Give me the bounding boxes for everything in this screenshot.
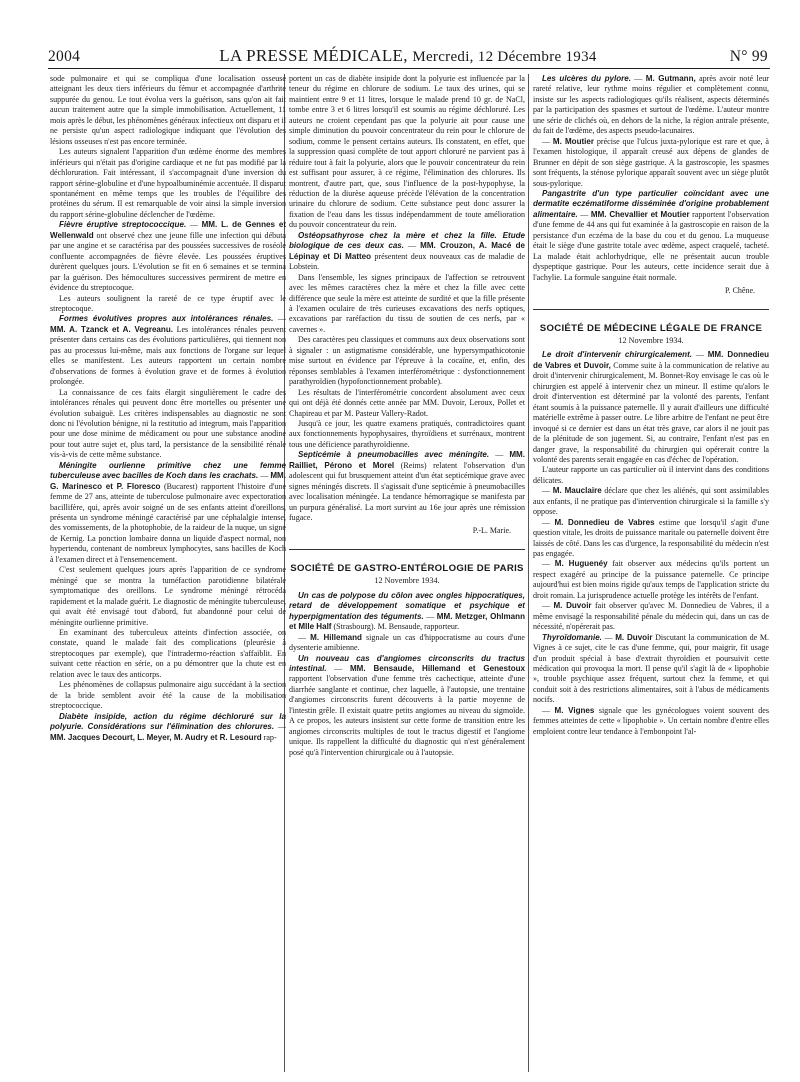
abstract-authors: MM. Crouzon, A. Macé de Lépinay et Di Matteo	[289, 241, 525, 261]
abstract-text: précise que l'ulcus juxta-pylorique est rare et que, à l'examen histologique, il apparaît creusé aux dépens de glandes de Brunner en dépit de son siège gastrique. A la gastroscopie, les spasmes sont fréquents, la sténose pylorique apparaît souvent avec un siège plutôt sous-pylorique.	[533, 136, 769, 188]
column-divider	[528, 74, 529, 1072]
paragraph: Jusqu'à ce jour, les quatre examens pratiqués, contradictoires quant aux fonctionnements hypophysaires, thyroïdiens et surrénaux, montrent tous une déficience parathyroïdienne.	[289, 418, 525, 449]
section-rule	[289, 549, 525, 550]
abstract-text: fait observer aux médecins qu'ils portent un respect exagéré au principe de la puissance paternelle. Ce principe aujourd'hui est bien moins rigide qu'aux temps de l'application stricte du droit romain. La jurisprudence actuelle protège les intérêts de l'enfant.	[533, 559, 769, 600]
header-rule	[48, 68, 770, 69]
journal-name: LA PRESSE MÉDICALE,	[219, 46, 408, 65]
abstract-title: Formes évolutives propres aux intolérances rénales.	[59, 314, 274, 324]
abstract-title: Thyroïdomanie.	[542, 632, 602, 642]
abstract-text: Comme suite à la communication de relative au droit d'intervenir chirurgicalement, M. Bonnet-Roy envisage le cas où le chirurgien est appelé à intervenir chez un mineur. Il estime qu'alors le droit d'intervention est déterminé par la volonté des parents, l'enfant étant soumis à la puissance paternelle. Il y aurait d'ailleurs une difficulté matérielle extrême à passer outre. Le libre arbitre de l'enfant ne peut être invoqué si ce dernier est dans un état très grave, car alors il ne jouit pas de la plénitude de son jugement. Si, au contraire, l'enfant n'est pas en danger grave, la responsabilité du chirurgien qui opérerait contre la volonté des parents serait engagée en cas d'échec de l'opération.	[533, 360, 769, 464]
abstract-text: signale un cas d'hippocratisme au cours d'une dysenterie amibienne.	[289, 632, 525, 653]
abstract: — M. Duvoir fait observer qu'avec M. Donnedieu de Vabres, il a même envisagé la responsabilité pénale du médecin qui, dans un cas de nécessité, n'opérerait pas.	[533, 601, 769, 632]
abstract-title: Diabète insipide, action du régime déchloruré sur la polyurie. Considérations sur l'élimination des chlorures.	[50, 711, 286, 732]
abstract: Un cas de polypose du côlon avec ongles hippocratiques, retard de développement somatique et psychique et hyperpigmentation des téguments. — MM. Metzger, Ohlmann et Mlle Half (Strasbourg). M. Bensaude, rapporteur.	[289, 590, 525, 632]
paragraph: sode pulmonaire et qui se compliqua d'une localisation osseuse atteignant les deux tiers inférieurs du fémur et accompagnée d'arthrite suppurée du genou. Le tout évolua vers la guérison, sans qu'on ait fait aucun traitement autre que la simple immobilisation. Actuellement, 11 mois après le début, les phénomènes généraux infectieux ont disparu et il ne persiste qu'un aspect radiologique indiquant que l'évolution des lésions osseuses n'est pas encore terminée.	[50, 74, 286, 146]
abstract: Les ulcères du pylore. — M. Gutmann, après avoir noté leur rareté relative, leur rythme moins régulier et complètement connu, insiste sur les aspects radiologiques qu'ils réalisent, aspects déterminés par la participation des spasmes et surtout de l'œdème. L'auteur montre une série de clichés où, en dehors de la niche, la région antrale présente, du fait de l'œdème, des aspects pseudo-lacunaires.	[533, 74, 769, 136]
abstract-title: Fièvre éruptive streptococcique.	[59, 220, 187, 230]
abstract-text: (Bucarest) rapportent l'histoire d'une femme de 27 ans, atteinte de tuberculose pulmonaire avec expectoration bacillifère, qui, après avoir soigné un de ses enfants atteint d'oreillons, présenta un syndrome méningé caractérisé par une céphalalgie intense, des vomissements, de la photophobie, de la raideur de la nuque, un signe de Kernig. La ponction lombaire donna un liquide d'aspect normal, non hypertendu, contenant de nombreux lymphocytes, sans bacilles de Koch à l'examen direct et à l'ensemencement.	[50, 481, 286, 564]
society-heading: SOCIÉTÉ DE MÉDECINE LÉGALE DE FRANCE	[539, 322, 763, 334]
abstract-text: fait observer qu'avec M. Donnedieu de Vabres, il a même envisagé la responsabilité pénale du médecin qui, dans un cas de nécessité, n'opérerait pas.	[533, 601, 769, 632]
paragraph: En examinant des tuberculeux atteints d'infection associée, on constate, quand le malade fait des complications (pleurésie à streptocoques par exemple), que l'intradermo-réaction s'affaiblit. En suivant cette réaction en série, on a pu démontrer que la chute est en relation avec le taux des anticorps.	[50, 628, 286, 679]
abstract-authors: M. Hillemand	[310, 632, 362, 642]
paragraph: Dans l'ensemble, les signes principaux de l'affection se retrouvent avec les mêmes caractères chez la mère et chez la fille avec cette différence que seule la mère est atteinte de surdité et que la fille présente à l'examen oculaire de très curieuses excavations des nerfs optiques, excavations par raréfaction du tissu de soutien de ces nerfs, par « cavernes ».	[289, 272, 525, 334]
abstract-authors: MM. L. de Gennes et Wellenwald	[50, 220, 286, 240]
abstract-authors: M. Gutmann,	[645, 74, 696, 83]
abstract-authors: M. Donnedieu de Vabres	[554, 517, 655, 527]
signature: P.-L. Marie.	[472, 526, 511, 536]
abstract-text: présentent deux nouveaux cas de maladie de Lobstein.	[289, 251, 525, 272]
abstract-authors: MM. G. Marinesco et P. Floresco	[50, 471, 286, 491]
abstract-text: Discutant la communication de M. Vignes à ce sujet, cite le cas d'une femme, qui, pour maigrir, fit usage d'un produit spécial à base d'extrait thyroïdien et poursuivit cette médication qui provoqua la mort. Il pense qu'il s'agit là de « lipophobie », trouble psychique assez fréquent, surtout chez la femme, et qui conduit soit à des restrictions alimentaires, soit à l'abus de médicaments nocifs.	[533, 632, 769, 705]
signature: P. Chêne.	[725, 286, 755, 296]
abstract-text: estime que lorsqu'il s'agit d'une question vitale, les droits de puissance maritale ou paternelle doivent être laissés de côté. Dans les cas d'urgence, la responsabilité du médecin n'est pas engagée.	[533, 517, 769, 559]
abstract-text: (Strasbourg). M. Bensaude, rapporteur.	[333, 622, 460, 632]
abstract-authors: M. Huguenéy	[554, 559, 608, 569]
session-date: 12 Novembre 1934.	[618, 335, 684, 345]
abstract: Septicémie à pneumobacilles avec méningite. — MM. Railliet, Pérono et Morel (Reims) relatent l'observation d'un adolescent qui fut brusquement atteint d'un état septicémique grave avec signes méningés discrets. Il s'agissait d'une septicémie à pneumobacilles avec localisation méningée. La tendance hémorragique se manifesta par un purpura généralisé. La mort survint au 16e jour après une rémission fugace.	[289, 450, 525, 523]
paragraph: portent un cas de diabète insipide dont la polyurie est influencée par la teneur du régime en chlorure de sodium. Le taux des urines, qui se maintient entre 9 et 11 litres, lorsque le malade prend 10 gr. de NaCl, tombe entre 3 et 6 litres lorsqu'il est soumis au régime déchloruré. Les auteurs ne croient cependant pas que la polyurie ait pour cause une simple diminution du pouvoir concentrateur du rein pour le chlorure de sodium, comme le pensent certains auteurs. Ils constatent, en effet, que la suppression quasi complète de tout apport chloruré ne parvient pas à réduire tout à fait la polyurie, alors que le pouvoir concentrateur du rein est suffisant pour assurer, à ce régime, l'élimination des chlorures. Ils montrent, d'autre part, que, sous l'influence de la post-hypophyse, la réduction de la diurèse aqueuse précède l'élévation de la concentration urinaire du chlorure de sodium. Cette substance peut donc assurer la fixation de l'eau dans les tissus indépendamment de toute amélioration du pouvoir concentrateur du rein.	[289, 74, 525, 230]
abstract-title: Un nouveau cas d'angiomes circonscrits du tractus intestinal.	[289, 653, 525, 674]
abstract: Un nouveau cas d'angiomes circonscrits du tractus intestinal. — MM. Bensaude, Hillemand et Genestoux rapportent l'observation d'une femme très cachectique, atteinte d'une diarrhée sanglante et continue, chez laquelle, à l'autopsie, une trentaine d'angiomes circonscrits furent découverts à la partie moyenne de l'intestin grêle. Il existait quatre petits angiomes au niveau du sigmoïde. A ce propos, les auteurs insistent sur cette forme de transition entre les angiomes circonscrits multiples de tout le tractus digestif et l'angiome unique. Ils rappellent la difficulté du diagnostic qui n'est généralement posé qu'à l'intervention chirurgicale ou à l'autopsie.	[289, 653, 525, 757]
paragraph: La connaissance de ces faits élargit singulièrement le cadre des intolérances rénales qui peuvent donc être mortelles ou présenter une évolution subaiguë. Les critères indispensables au diagnostic ne sont donc ni l'évolution bénigne, ni la restitutio ad integrum, mais l'apparition pour une dose minime de médicament ou pour une substance anodine pour tout autre sujet et, plus tard, la persistance de la sensibilité rénale vis-à-vis de cette même substance.	[50, 387, 286, 460]
abstract-authors: M. Moutier	[552, 136, 595, 146]
abstract-authors: MM. Donnedieu de Vabres et Duvoir,	[533, 350, 769, 370]
paragraph: Les résultats de l'interférométrie concordent absolument avec ceux qui ont déjà été donnés cette année par MM. Duvoir, Leroux, Pollet et Chapireau et par M. Pasteur Vallery-Radot.	[289, 387, 525, 418]
abstract-title: Méningite ourlienne primitive chez une femme tuberculeuse avec bacilles de Koch dans les crachats.	[50, 460, 286, 481]
abstract: Ostéopsathyrose chez la mère et chez la fille. Etude biologique de ces deux cas. — MM. Crouzon, A. Macé de Lépinay et Di Matteo présentent deux nouveaux cas de maladie de Lobstein.	[289, 230, 525, 272]
abstract-authors: M. Duvoir	[615, 632, 653, 642]
section-rule	[533, 309, 769, 310]
abstract-authors: M. Vignes	[554, 705, 595, 715]
abstract: Le droit d'intervenir chirurgicalement. — MM. Donnedieu de Vabres et Duvoir, Comme suite à la communication de relative au droit d'intervenir chirurgicalement, M. Bonnet-Roy envisage le cas où le chirurgien est appelé à intervenir chez un mineur. Il estime qu'alors le droit d'intervention est déterminé par la volonté des parents, l'enfant étant soumis à la puissance paternelle. Il y aurait d'ailleurs une difficulté matérielle extrême à passer outre. Le libre arbitre de l'enfant ne peut être invoqué si ce dernier est dans un état très grave, car alors il ne jouit pas de la plénitude de son jugement. Si, au contraire, l'enfant n'est pas en danger grave, la responsabilité du chirurgien qui opérerait contre la volonté des parents serait engagée en cas d'échec de l'opération.	[533, 350, 769, 464]
abstract: — M. Donnedieu de Vabres estime que lorsqu'il s'agit d'une question vitale, les droits de puissance maritale ou paternelle doivent être laissés de côté. Dans les cas d'urgence, la responsabilité du médecin n'est pas engagée.	[533, 517, 769, 559]
abstract: Formes évolutives propres aux intolérances rénales. — MM. A. Tzanck et A. Vegreanu. Les intolérances rénales peuvent présenter dans certains cas des évolutions particulières, qui tiennent non pas au processus lui-même, mais aux fonctions de l'organe sur lequel elles se manifestent. Les auteurs rapportent un certain nombre d'observations de formes à évolution grave et de formes à évolution prolongée.	[50, 314, 286, 387]
paragraph: Des caractères peu classiques et communs aux deux observations sont à signaler : un astigmatisme considérable, une hypersympathicotonie mise surtout en évidence par l'épreuve à la cocaïne, et, enfin, des réponses semblables à l'examen interférométrique : dysfonctionnement parathyroïdien (hypofonctionnement probable).	[289, 335, 525, 387]
column-3	[533, 74, 769, 1074]
abstract-text: rap-	[263, 732, 277, 742]
paragraph: Les phénomènes de collapsus pulmonaire aigu succédant à la section de la bride semblent avoir été la cause de la mobilisation streptococcique.	[50, 680, 286, 711]
abstract: Thyroïdomanie. — M. Duvoir Discutant la communication de M. Vignes à ce sujet, cite le cas d'une femme, qui, pour maigrir, fit usage d'un produit spécial à base d'extrait thyroïdien et poursuivit cette médication qui provoqua la mort. Il pense qu'il s'agit là de « lipophobie », trouble psychique assez fréquent, surtout chez la femme, et qui conduit soit à des restrictions alimentaires, soit à l'abus de médicaments nocifs.	[533, 632, 769, 705]
paragraph: C'est seulement quelques jours après l'apparition de ce syndrome méningé que se montra la tuméfaction parotidienne bilatérale symptomatique des oreillons. Le syndrome méningé rétrocéda rapidement et la malade guérit. Le diagnostic de méningite tuberculeuse, qui avait été envisagé tout d'abord, fut abandonné pour celui de méningite ourlienne primitive.	[50, 565, 286, 627]
page-number: 2004	[48, 48, 81, 65]
abstract-authors: MM. Jacques Decourt, L. Meyer, M. Audry et R. Lesourd	[50, 732, 262, 742]
abstract-text: (Reims) relatent l'observation d'un adolescent qui fut brusquement atteint d'un état septicémique grave avec signes méningés discrets. Il s'agissait d'une septicémie à pneumobacilles avec localisation méningée. La tendance hémorragique se manifesta par un purpura généralisé. La mort survint au 16e jour après une rémission fugace.	[289, 460, 525, 523]
abstract: Pangastrite d'un type particulier coïncidant avec une dermatite eczématiforme disséminée d'origine probablement alimentaire. — MM. Chevallier et Moutier rapportent l'observation d'une femme de 44 ans qui fut examinée à la gastroscopie en raison de la persistance d'un eczéma de la base du cou et du genou. La muqueuse était le siège d'une gastrite totale avec œdème, aspect craquelé, tacheté. La malade était achlorhydrique, elle ne présentait aucun trouble dyspeptique gastrique. Pour les auteurs, cette incidence serait due à l'achylie. La formule sanguine était normale.	[533, 188, 769, 282]
column-1	[50, 74, 286, 1074]
abstract-authors: MM. Metzger, Ohlmann et Mlle Half	[289, 611, 525, 632]
abstract-authors: MM. Bensaude, Hillemand et Genestoux	[349, 664, 525, 674]
abstract-title: Le droit d'intervenir chirurgicalement.	[542, 350, 693, 360]
abstract-title: Ostéopsathyrose chez la mère et chez la fille. Etude biologique de ces deux cas.	[289, 230, 525, 251]
abstract-text: rapportent l'observation d'une femme très cachectique, atteinte d'une diarrhée sanglante et continue, chez laquelle, à l'autopsie, une trentaine d'angiomes circonscrits furent découverts à la partie moyenne de l'intestin grêle. Il existait quatre petits angiomes au niveau du sigmoïde. A ce propos, les auteurs insistent sur cette forme de transition entre les angiomes circonscrits multiples de tout le tractus digestif et l'angiome unique. Ils rappellent la difficulté du diagnostic qui n'est généralement posé qu'à l'intervention chirurgicale ou à l'autopsie.	[289, 674, 525, 757]
session-date: 12 Novembre 1934.	[374, 576, 440, 586]
abstract-authors: MM. Railliet, Pérono et Morel	[289, 450, 525, 470]
abstract-authors: MM. A. Tzanck et A. Vegreanu.	[50, 324, 173, 334]
abstract: — M. Mauclaire déclare que chez les aliénés, qui sont assimilables aux enfants, il ne pratique pas d'intervention chirurgicale si la famille s'y oppose.	[533, 486, 769, 517]
abstract-title: Les ulcères du pylore.	[542, 74, 631, 83]
abstract-title: Septicémie à pneumobacilles avec méningite.	[298, 450, 490, 460]
abstract-authors: M. Duvoir	[553, 601, 592, 611]
abstract-title: Un cas de polypose du côlon avec ongles hippocratiques, retard de développement somatique et psychique et hyperpigmentation des téguments.	[289, 590, 525, 621]
abstract: — M. Vignes signale que les gynécologues voient souvent des femmes atteintes de cette « lipophobie ». Un certain nombre d'entre elles emploient contre leur tendance à l'embonpoint l'al-	[533, 705, 769, 736]
paragraph: L'auteur rapporte un cas particulier où il intervint dans des conditions délicates.	[533, 465, 769, 485]
abstract-text: rapportent l'observation d'une femme de 44 ans qui fut examinée à la gastroscopie en raison de la persistance d'un eczéma de la base du cou et du genou. La muqueuse était le siège d'une gastrite totale avec œdème, aspect craquelé, tacheté. La malade était achlorhydrique, elle ne présentait aucun trouble dyspeptique gastrique. Pour les auteurs, cette incidence serait due à l'achylie. La formule sanguine était normale.	[533, 209, 769, 282]
journal-title-line	[48, 46, 768, 66]
abstract: — M. Moutier précise que l'ulcus juxta-pylorique est rare et que, à l'examen histologique, il apparaît creusé aux dépens de glandes de Brunner en dépit de son siège gastrique. A la gastroscopie, les spasmes sont fréquents, la sténose pylorique apparaît souvent avec un siège plutôt sous-pylorique.	[533, 136, 769, 188]
abstract: — M. Hillemand signale un cas d'hippocratisme au cours d'une dysenterie amibienne.	[289, 632, 525, 653]
abstract-text: Les intolérances rénales peuvent présenter dans certains cas des évolutions particulières, qui tiennent non pas au processus lui-même, mais aux fonctions de l'organe sur lequel elles se manifestent. Les auteurs rapportent un certain nombre d'observations de formes à évolution grave et de formes à évolution prolongée.	[50, 324, 286, 387]
issue-date: Mercredi, 12 Décembre 1934	[412, 49, 597, 65]
abstract: — M. Huguenéy fait observer aux médecins qu'ils portent un respect exagéré au principe de la puissance paternelle. Ce principe aujourd'hui est bien moins rigide qu'aux temps de l'application stricte du droit romain. La jurisprudence actuelle protège les intérêts de l'enfant.	[533, 559, 769, 600]
abstract-title: Pangastrite d'un type particulier coïncidant avec une dermatite eczématiforme disséminée d'origine probablement alimentaire.	[533, 188, 769, 219]
abstract: Diabète insipide, action du régime déchloruré sur la polyurie. Considérations sur l'élimination des chlorures. — MM. Jacques Decourt, L. Meyer, M. Audry et R. Lesourd rap-	[50, 711, 286, 742]
column-2	[289, 74, 525, 1074]
abstract-text: ont observé chez une jeune fille une infection qui débuta par une angine et se caractérisa par des poussées successives de roséole confluente accompagnées de fièvre élevée. Les poussées éruptives durèrent quelques jours. L'évolution se fit en 6 semaines et se termina par la guérison. Des hémocultures successives permirent de mettre en évidence du streptocoque.	[50, 230, 286, 293]
issue-number: N° 99	[729, 48, 768, 65]
page-header	[48, 44, 768, 70]
paragraph: Les auteurs signalent l'apparition d'un œdème énorme des membres inférieurs qui n'était pas d'origine cardiaque et ne fut pas modifié par la déchloruration. Fait intéressant, il s'accompagnait d'une inversion du rapport sérine-globuline et d'une hypoalbuminémie accentuée. Il disparut spontanément en même temps que les troubles de l'équilibre des protéines du sérum. Il est remarquable de voir ainsi la simple inversion du rapport sérine-globuline déclencher de l'œdème.	[50, 147, 286, 219]
abstract-authors: MM. Chevallier et Moutier	[590, 209, 690, 219]
abstract-authors: M. Mauclaire	[552, 486, 602, 496]
abstract-text: signale que les gynécologues voient souvent des femmes atteintes de cette « lipophobie ». Un certain nombre d'entre elles emploient contre leur tendance à l'embonpoint l'al-	[533, 705, 769, 736]
abstract: Fièvre éruptive streptococcique. — MM. L. de Gennes et Wellenwald ont observé chez une jeune fille une infection qui débuta par une angine et se caractérisa par des poussées successives de roséole confluente accompagnées de fièvre élevée. Les poussées éruptives durèrent quelques jours. L'évolution se fit en 6 semaines et se termina par la guérison. Des hémocultures successives permirent de mettre en évidence du streptocoque.	[50, 220, 286, 293]
paragraph: Les auteurs soulignent la rareté de ce type éruptif avec le streptocoque.	[50, 293, 286, 313]
society-heading: SOCIÉTÉ DE GASTRO-ENTÉROLOGIE DE PARIS	[290, 562, 524, 574]
abstract-text: après avoir noté leur rareté relative, leur rythme moins régulier et complètement connu, insiste sur les aspects radiologiques qu'ils réalisent, aspects déterminés par la participation des spasmes et surtout de l'œdème. L'auteur montre une série de clichés où, en dehors de la niche, la région antrale présente, du fait de l'œdème, des aspects pseudo-lacunaires.	[533, 74, 769, 136]
abstract: Méningite ourlienne primitive chez une femme tuberculeuse avec bacilles de Koch dans les crachats. — MM. G. Marinesco et P. Floresco (Bucarest) rapportent l'histoire d'une femme de 27 ans, atteinte de tuberculose pulmonaire avec expectoration bacillifère, qui, après avoir soigné un de ses enfants atteint d'oreillons, présenta un syndrome méningé caractérisé par une céphalalgie intense, des vomissements, de la photophobie, de la raideur de la nuque, un signe de Kernig. La ponction lombaire donna un liquide d'aspect normal, non hypertendu, contenant de nombreux lymphocytes, sans bacilles de Koch à l'examen direct et à l'ensemencement.	[50, 460, 286, 564]
abstract-text: déclare que chez les aliénés, qui sont assimilables aux enfants, il ne pratique pas d'intervention chirurgicale si la famille s'y oppose.	[533, 486, 769, 517]
